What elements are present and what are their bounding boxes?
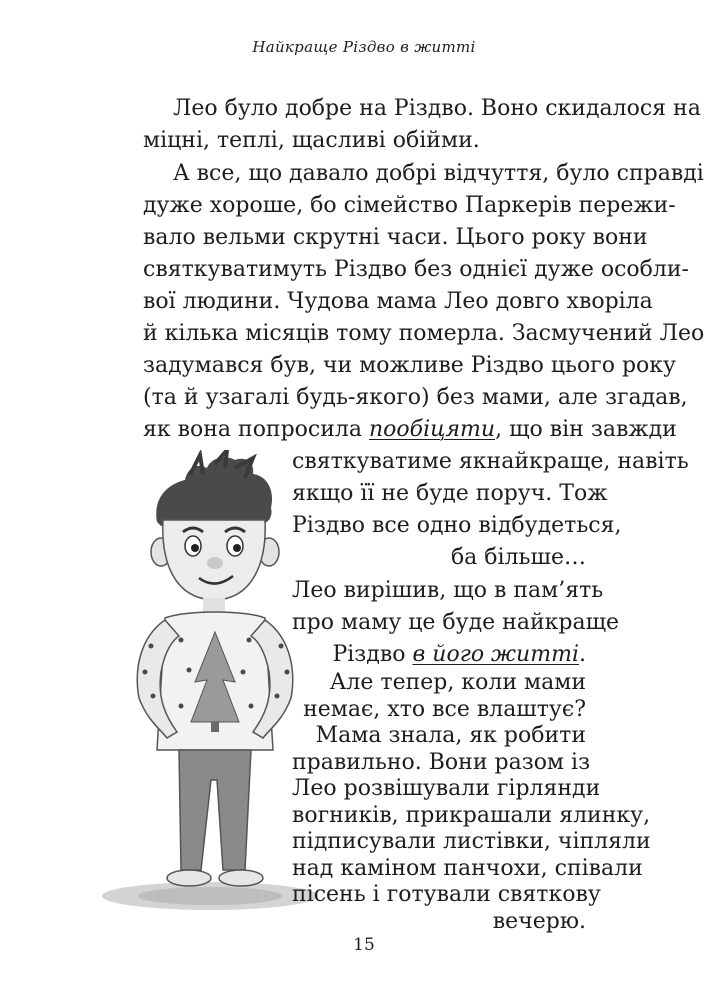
emphasis-in-his-life: в його житті (412, 642, 579, 667)
text-segment: . (579, 642, 586, 667)
text-line: дуже хороше, бо сімейство Паркерів пережи- (143, 193, 676, 218)
emphasis-promise: пообіцяти (369, 417, 496, 442)
text-line: підписували листівки, чіпляли (292, 829, 651, 854)
text-line: немає, хто все влаштує? (303, 696, 586, 722)
text-segment: , що він завжди (495, 417, 677, 442)
text-line (143, 414, 677, 446)
text-line (292, 639, 586, 671)
text-line: вогників, прикрашали ялинку, (292, 802, 651, 828)
text-line: над каміном панчохи, співали (292, 855, 643, 881)
text-line: вало вельми скрутні часи. Цього року вони (143, 225, 648, 250)
text-line: міцні, теплі, щасливі обійми. (143, 128, 480, 153)
running-header: Найкраще Різдво в житті (252, 38, 476, 56)
text-line: пісень і готували святкову (292, 882, 601, 907)
text-line: святкуватиме якнайкраще, навіть (292, 449, 689, 474)
page-number: 15 (353, 935, 375, 955)
text-line: (та й узагалі будь-якого) без мами, але згадав, (143, 385, 688, 410)
text-line: вої людини. Чудова мама Лео довго хворіла (143, 289, 653, 314)
text-line: задумався був, чи можливе Різдво цього року (143, 353, 676, 378)
text-line: про маму це буде найкраще (292, 610, 620, 635)
text-line: Лео вирішив, що в пам’ять (292, 578, 604, 603)
boy-illustration (95, 450, 325, 920)
text-line: ба більше… (450, 545, 586, 570)
text-line: Лео розвішували гірлянди (292, 776, 601, 801)
text-line: Мама знала, як робити (315, 723, 586, 748)
text-line: Різдво все одно відбудеться, (292, 513, 622, 538)
text-segment: Різдво (332, 642, 413, 667)
text-segment: як вона попросила (143, 417, 369, 442)
text-line: й кілька місяців тому померла. Засмучений Лео (143, 321, 705, 346)
text-line: правильно. Вони разом із (292, 749, 591, 775)
text-line: вечерю. (492, 908, 586, 934)
text-line: Але тепер, коли мами (329, 670, 586, 695)
text-line: якщо її не буде поруч. Тож (292, 481, 608, 506)
text-line: А все, що давало добрі відчуття, було справді (173, 161, 704, 186)
text-line: святкуватимуть Різдво без однієї дуже особли- (143, 257, 689, 282)
text-line: Лео було добре на Різдво. Воно скидалося на (173, 96, 701, 121)
